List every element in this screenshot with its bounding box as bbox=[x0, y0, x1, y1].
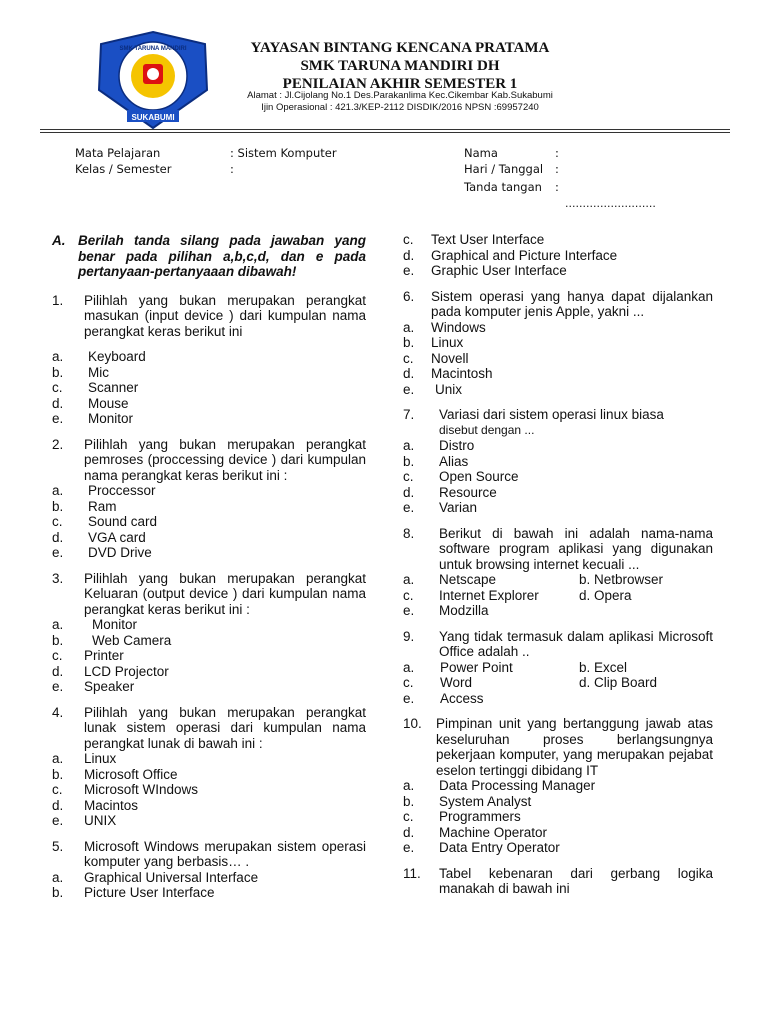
question-5: 5. Microsoft Windows merupakan sistem operasi komputer yang berbasis… . bbox=[52, 838, 366, 869]
q6-option-c[interactable]: c. Novell bbox=[403, 350, 469, 366]
q10-option-e[interactable]: e. Data Entry Operator bbox=[403, 840, 560, 855]
q1-option-e[interactable]: e. Monitor bbox=[52, 411, 134, 426]
q2-option-e[interactable]: e. DVD Drive bbox=[52, 545, 152, 560]
address: Alamat : Jl.Cijolang No.1 Des.Parakanlima Kec.Cikembar Kab.Sukabumi bbox=[247, 90, 553, 101]
q6-option-e[interactable]: e. Unix bbox=[403, 381, 463, 397]
q1-option-b[interactable]: b. Mic bbox=[52, 364, 109, 380]
class-value: : bbox=[230, 162, 234, 176]
school-name: SMK TARUNA MANDIRI DH bbox=[300, 58, 500, 74]
question-1: 1. Pilihlah yang bukan merupakan perangkat masukan (input device ) dari kumpulan nama perangkat keras berikut ini bbox=[52, 292, 366, 339]
q5-option-a[interactable]: a. Graphical Universal Interface bbox=[52, 869, 259, 885]
question-10: 10. Pimpinan unit yang bertanggung jawab atas keseluruhan proses berlangsungnya pekerjaan komputer, yang merupakan pejabat eselon tertinggi dibidang IT bbox=[403, 716, 713, 778]
q10-option-b[interactable]: b. System Analyst bbox=[403, 793, 532, 809]
sign-line: .......................... bbox=[565, 197, 656, 210]
q9-option-e[interactable]: e. Access bbox=[403, 690, 484, 706]
question-7: 7. Variasi dari sistem operasi linux biasa bbox=[403, 407, 664, 422]
q1-option-d[interactable]: d. Mouse bbox=[52, 395, 129, 411]
q4-option-b[interactable]: b. Microsoft Office bbox=[52, 766, 178, 782]
q4-option-e[interactable]: e. UNIX bbox=[52, 813, 117, 828]
q8-option-e[interactable]: e. Modzilla bbox=[403, 603, 489, 618]
right-column bbox=[403, 232, 713, 897]
date-label: Hari / Tanggal bbox=[464, 162, 544, 176]
question-6: 6. Sistem operasi yang hanya dapat dijalankan pada komputer jenis Apple, yakni ... bbox=[403, 288, 713, 319]
q2-option-c[interactable]: c. Sound card bbox=[52, 514, 158, 529]
q5-option-c[interactable]: c. Text User Interface bbox=[403, 232, 545, 247]
q4-option-a[interactable]: a. Linux bbox=[52, 751, 117, 766]
question-2: 2. Pilihlah yang bukan merupakan perangkat pemroses (proccessing device ) dari kumpulan nama perangkat keras berikut ini : bbox=[52, 436, 366, 483]
question-7-continued: disebut dengan ... bbox=[439, 422, 535, 437]
class-label: Kelas / Semester bbox=[75, 162, 172, 176]
q8-option-a[interactable]: Netscape bbox=[439, 572, 497, 587]
q3-option-b[interactable]: b. Web Camera bbox=[52, 632, 172, 648]
q9-options-ab: a. Power Point b. Excel bbox=[403, 659, 628, 675]
header-rule bbox=[40, 129, 730, 130]
q5-option-e[interactable]: e. Graphic User Interface bbox=[403, 263, 567, 278]
q7-option-a[interactable]: a. Distro bbox=[403, 438, 475, 453]
q8-option-c[interactable]: Internet Explorer bbox=[439, 587, 539, 603]
question-4: 4. Pilihlah yang bukan merupakan perangkat lunak sistem operasi dari kumpulan nama perangkat lunak di bawah ini : bbox=[52, 704, 366, 751]
q6-option-b[interactable]: b. Linux bbox=[403, 335, 464, 350]
q8-option-d[interactable]: d. Opera bbox=[579, 587, 632, 603]
q8-option-b[interactable]: b. Netbrowser bbox=[579, 572, 664, 587]
q7-option-d[interactable]: d. Resource bbox=[403, 484, 497, 500]
question-9: 9. Yang tidak termasuk dalam aplikasi Microsoft Office adalah .. bbox=[403, 628, 713, 659]
q9-options-cd: c. Word d. Clip Board bbox=[403, 675, 658, 690]
instruction: A. Berilah tanda silang pada jawaban yang benar pada pilihan a,b,c,d, dan e pada pertanyaan-pertanyaaan dibawah! bbox=[52, 233, 366, 279]
date-value: : bbox=[555, 162, 559, 176]
left-column bbox=[52, 233, 366, 901]
q2-option-d[interactable]: d. VGA card bbox=[52, 529, 146, 545]
q8-options-cd: c. Internet Explorer d. Opera bbox=[403, 587, 632, 603]
question-11: 11. Tabel kebenaran dari gerbang logika manakah di bawah ini bbox=[403, 865, 713, 896]
q4-option-c[interactable]: c. Microsoft WIndows bbox=[52, 782, 199, 797]
q10-option-c[interactable]: c. Programmers bbox=[403, 809, 521, 824]
q9-option-c[interactable]: Word bbox=[440, 675, 473, 690]
q5-option-d[interactable]: d. Graphical and Picture Interface bbox=[403, 247, 618, 263]
q9-option-d[interactable]: d. Clip Board bbox=[579, 675, 658, 690]
license: Ijin Operasional : 421.3/KEP-2112 DISDIK/2016 NPSN :69957240 bbox=[261, 102, 539, 113]
q9-option-b[interactable]: b. Excel bbox=[579, 659, 628, 675]
q2-option-b[interactable]: b. Ram bbox=[52, 498, 117, 514]
subject-label: Mata Pelajaran bbox=[75, 146, 161, 160]
q1-option-c[interactable]: c. Scanner bbox=[52, 380, 139, 395]
q3-option-a[interactable]: a. Monitor bbox=[52, 617, 138, 632]
q9-option-a[interactable]: Power Point bbox=[440, 659, 513, 675]
q7-option-c[interactable]: c. Open Source bbox=[403, 469, 519, 484]
sign-label: Tanda tangan bbox=[464, 180, 542, 194]
q5-option-b[interactable]: b. Picture User Interface bbox=[52, 885, 215, 900]
subject-value: : Sistem Komputer bbox=[230, 146, 337, 160]
q3-option-c[interactable]: c. Printer bbox=[52, 648, 124, 663]
q4-option-d[interactable]: d. Macintos bbox=[52, 797, 139, 813]
name-value: : bbox=[555, 146, 559, 160]
logo-bottom-text: SUKABUMI bbox=[131, 113, 175, 122]
q8-options-ab: a. Netscape b. Netbrowser bbox=[403, 572, 664, 587]
q1-option-a[interactable]: a. Keyboard bbox=[52, 349, 146, 364]
q6-option-a[interactable]: a. Windows bbox=[403, 319, 486, 335]
q7-option-e[interactable]: e. Varian bbox=[403, 500, 478, 515]
q2-option-a[interactable]: a. Proccessor bbox=[52, 483, 156, 498]
sign-value: : bbox=[555, 180, 559, 194]
exam-title: PENILAIAN AKHIR SEMESTER 1 bbox=[282, 76, 518, 92]
q10-option-a[interactable]: a. Data Processing Manager bbox=[403, 778, 596, 793]
logo-top-text: SMK TARUNA MANDIRI bbox=[119, 46, 187, 52]
q3-option-d[interactable]: d. LCD Projector bbox=[52, 663, 169, 679]
foundation-name: YAYASAN BINTANG KENCANA PRATAMA bbox=[250, 40, 550, 56]
school-logo bbox=[93, 30, 213, 130]
question-8: 8. Berikut di bawah ini adalah nama-nama software program aplikasi yang digunakan untuk browsing internet kecuali ... bbox=[403, 525, 713, 572]
name-label: Nama bbox=[464, 146, 498, 160]
q6-option-d[interactable]: d. Macintosh bbox=[403, 366, 493, 381]
q7-option-b[interactable]: b. Alias bbox=[403, 453, 469, 469]
q3-option-e[interactable]: e. Speaker bbox=[52, 679, 135, 694]
header-rule-2 bbox=[40, 132, 730, 133]
q10-option-d[interactable]: d. Machine Operator bbox=[403, 824, 548, 840]
question-3: 3. Pilihlah yang bukan merupakan perangkat Keluaran (output device ) dari kumpulan nama perangkat keras berikut ini : bbox=[52, 570, 366, 617]
